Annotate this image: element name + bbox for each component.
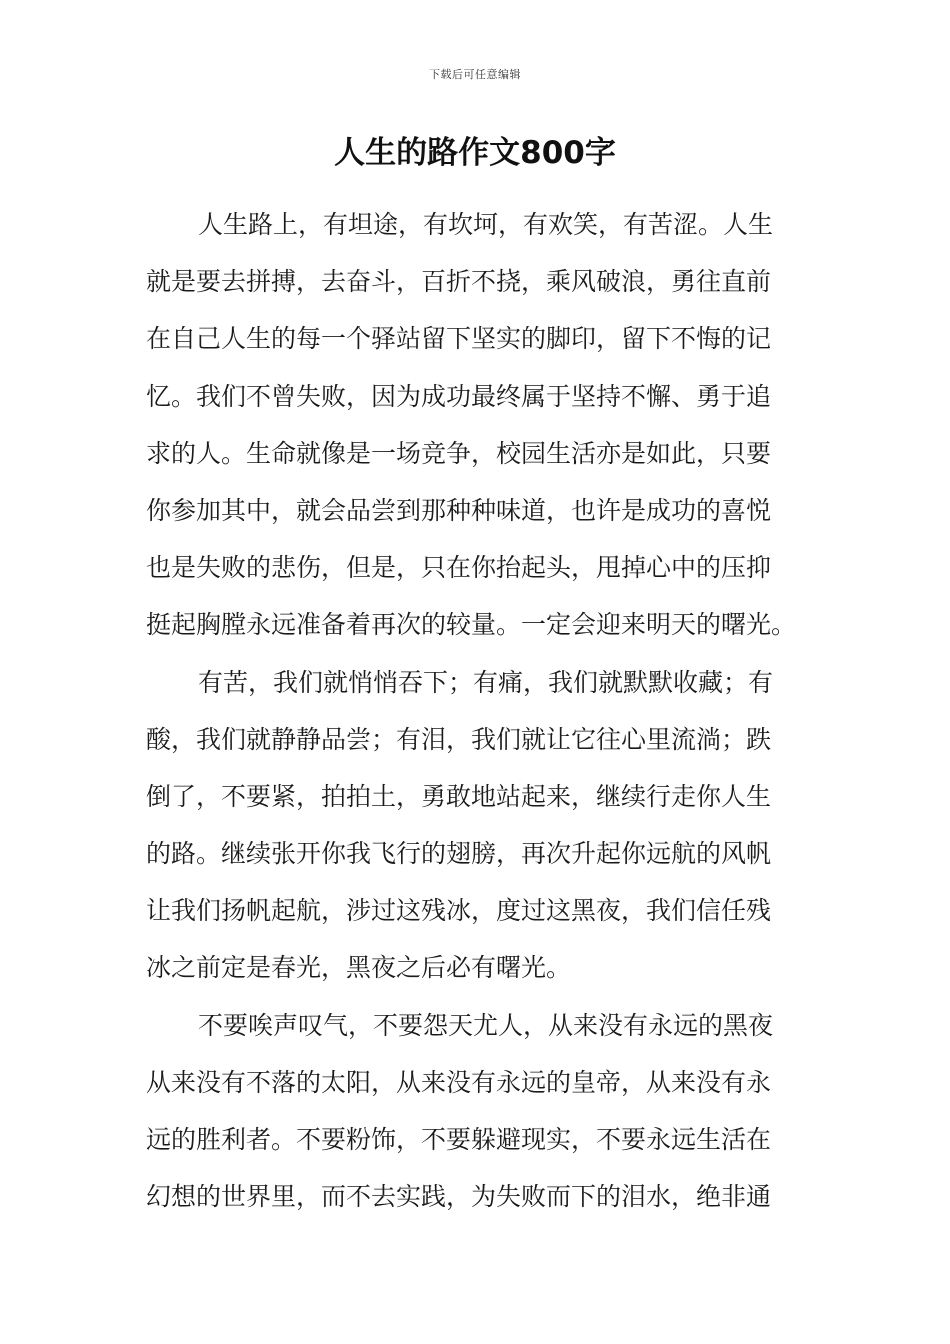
page-title: 人生的路作文800字 — [334, 135, 616, 171]
text-line: 远的胜利者。不要粉饰，不要躲避现实，不要永远生活在 — [146, 1125, 772, 1154]
paragraph-first-line: 不要唉声叹气，不要怨天尤人，从来没有永远的黑夜 — [198, 1010, 774, 1040]
text-line: 也是失败的悲伤，但是，只在你抬起头，甩掉心中的压抑 — [146, 553, 772, 583]
header-note: 下载后可任意编辑 — [429, 68, 521, 81]
text-line: 在自己人生的每一个驿站留下坚实的脚印，留下不悔的记 — [146, 324, 772, 354]
text-line: 倒了，不要紧，拍拍土，勇敢地站起来，继续行走你人生 — [146, 781, 772, 811]
paragraph-first-line: 有苦，我们就悄悄吞下；有痛，我们就默默收藏；有 — [198, 667, 774, 697]
text-line: 忆。我们不曾失败，因为成功最终属于坚持不懈、勇于追 — [146, 381, 772, 411]
text-line: 挺起胸膛永远准备着再次的较量。一定会迎来明天的曙光。 — [146, 610, 797, 640]
text-line: 从来没有不落的太阳，从来没有永远的皇帝，从来没有永 — [146, 1067, 772, 1097]
paragraph-first-line: 人生路上，有坦途，有坎坷，有欢笑，有苦涩。人生 — [198, 210, 774, 239]
text-line: 的路。继续张开你我飞行的翅膀，再次升起你远航的风帆 — [146, 839, 772, 869]
text-line: 酸，我们就静静品尝；有泪，我们就让它往心里流淌；跌 — [146, 724, 772, 754]
text-line: 幻想的世界里，而不去实践，为失败而下的泪水，绝非通 — [146, 1182, 772, 1212]
essay-body — [146, 196, 808, 1225]
text-line: 让我们扬帆起航，涉过这残冰，度过这黑夜，我们信任残 — [146, 896, 772, 926]
text-line: 就是要去拼搏，去奋斗，百折不挠，乘风破浪，勇往直前 — [146, 267, 772, 297]
text-line: 你参加其中，就会品尝到那种种味道，也许是成功的喜悦 — [146, 495, 772, 525]
text-line: 求的人。生命就像是一场竞争，校园生活亦是如此，只要 — [146, 438, 772, 468]
text-line: 冰之前定是春光，黑夜之后必有曙光。 — [146, 953, 572, 983]
